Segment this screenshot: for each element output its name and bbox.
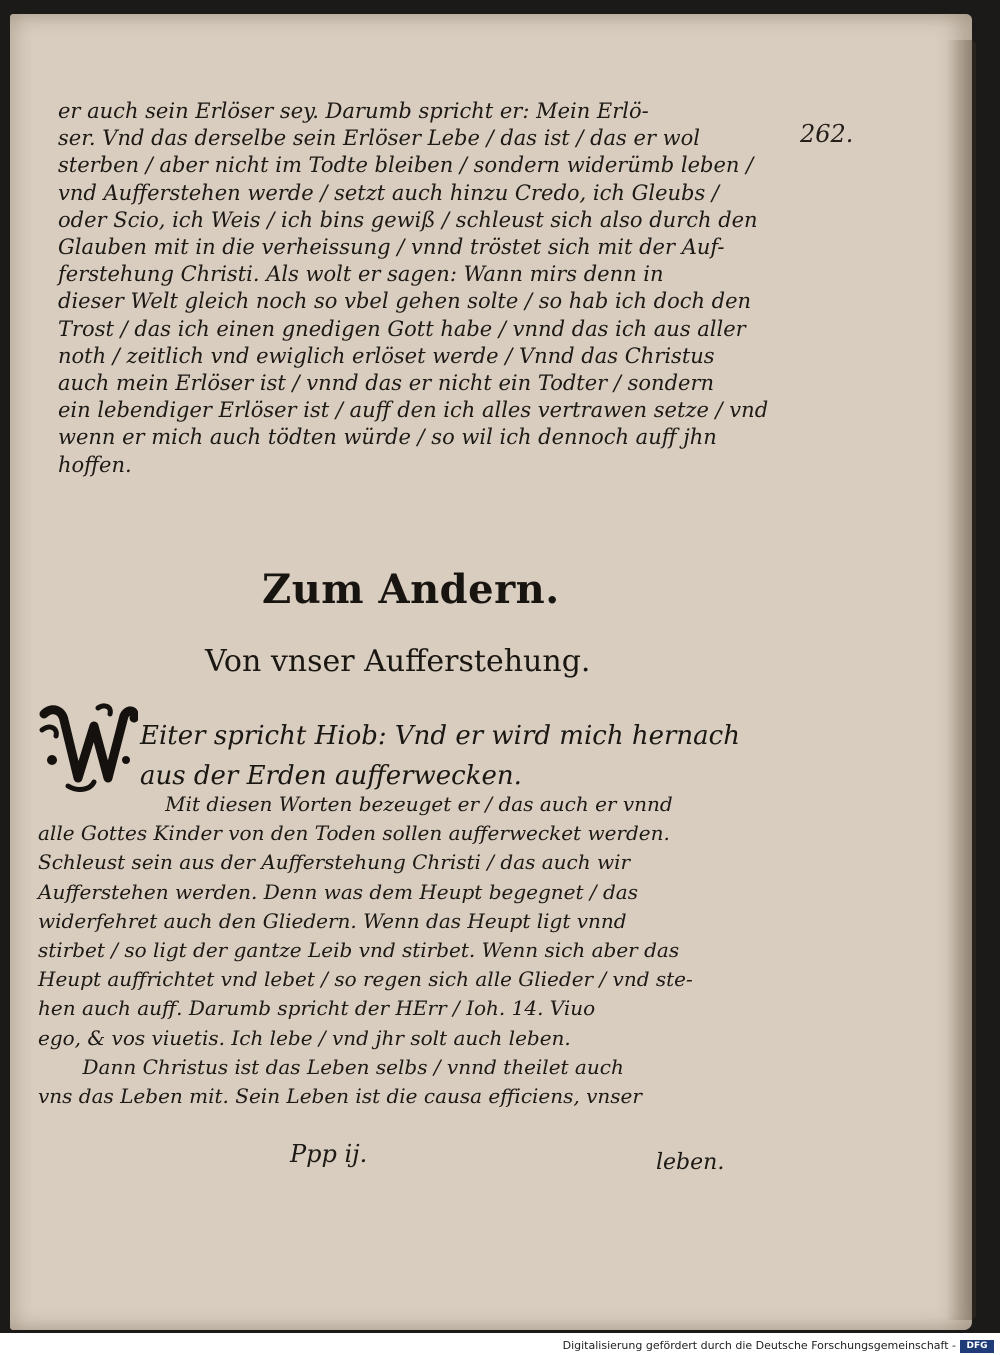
text-line: Glauben mit in die verheissung / vnnd tröstet sich mit der Auf-: [58, 235, 725, 260]
text-line: Dann Christus ist das Leben selbs / vnnd theilet auch: [38, 1054, 624, 1079]
text-line: wenn er mich auch tödten würde / so wil ich dennoch auff jhn: [58, 425, 717, 450]
body-paragraph: [38, 790, 693, 1111]
text-line: stirbet / so ligt der gantze Leib vnd stirbet. Wenn sich aber das: [38, 938, 680, 963]
text-line: hen auch auff. Darumb spricht der HErr / Ioh. 14. Viuo: [38, 996, 596, 1021]
text-line: Schleust sein aus der Aufferstehung Christi / das auch wir: [38, 850, 631, 875]
text-line: ser. Vnd das derselbe sein Erlöser Lebe / das ist / das er wol: [58, 126, 700, 151]
text-line: sterben / aber nicht im Todte bleiben / sondern widerümb leben /: [58, 153, 754, 178]
text-line: oder Scio, ich Weis / ich bins gewiß / schleust sich also durch den: [58, 207, 758, 232]
text-line: ferstehung Christi. Als wolt er sagen: Wann mirs denn in: [58, 262, 664, 287]
text-line: dieser Welt gleich noch so vbel gehen solte / so hab ich doch den: [58, 289, 752, 314]
quote-line: Eiter spricht Hiob: Vnd er wird mich hernach: [140, 721, 740, 751]
text-line: hoffen.: [58, 452, 132, 477]
text-line: Aufferstehen werden. Denn was dem Heupt begegnet / das: [38, 879, 638, 904]
text-line: vns das Leben mit. Sein Leben ist die causa efficiens, vnser: [38, 1084, 642, 1109]
decorated-initial: [38, 700, 138, 792]
top-paragraph: [58, 98, 768, 479]
text-line: Trost / das ich einen gnedigen Gott habe / vnnd das ich aus aller: [58, 316, 746, 341]
text-line: noth / zeitlich vnd ewiglich erlöset werde / Vnnd das Christus: [58, 343, 715, 368]
text-line: Heupt auffrichtet vnd lebet / so regen sich alle Glieder / vnd ste-: [38, 967, 693, 992]
page-edge-shadow: [946, 40, 976, 1320]
page-number: 262.: [800, 120, 854, 148]
credit-bar: [0, 1338, 1000, 1355]
dfg-logo: DFG: [960, 1340, 994, 1353]
section-heading: Zum Andern.: [262, 566, 560, 613]
catchword: leben.: [656, 1150, 725, 1175]
initial-letter-ornament: [38, 700, 138, 792]
text-line: Mit diesen Worten bezeuget er / das auch er vnnd: [38, 792, 673, 816]
text-line: alle Gottes Kinder von den Toden sollen aufferwecket werden.: [38, 821, 670, 846]
credit-text: Digitalisierung gefördert durch die Deutsche Forschungsgemeinschaft -: [562, 1339, 956, 1352]
text-line: ego, & vos viuetis. Ich lebe / vnd jhr solt auch leben.: [38, 1025, 571, 1050]
signature-mark: Ppp ij.: [290, 1140, 368, 1168]
quote-block: [140, 716, 740, 796]
text-line: ein lebendiger Erlöser ist / auff den ich alles vertrawen setze / vnd: [58, 398, 769, 423]
quote-line: aus der Erden aufferwecken.: [140, 761, 522, 791]
text-line: er auch sein Erlöser sey. Darumb spricht er: Mein Erlö-: [58, 99, 649, 123]
text-line: auch mein Erlöser ist / vnnd das er nicht ein Todter / sondern: [58, 371, 715, 396]
text-line: widerfehret auch den Gliedern. Wenn das Heupt ligt vnnd: [38, 908, 627, 933]
initial-letter: W: [38, 700, 40, 701]
text-line: vnd Aufferstehen werde / setzt auch hinzu Credo, ich Gleubs /: [58, 180, 719, 205]
section-subheading: Von vnser Aufferstehung.: [205, 644, 591, 679]
